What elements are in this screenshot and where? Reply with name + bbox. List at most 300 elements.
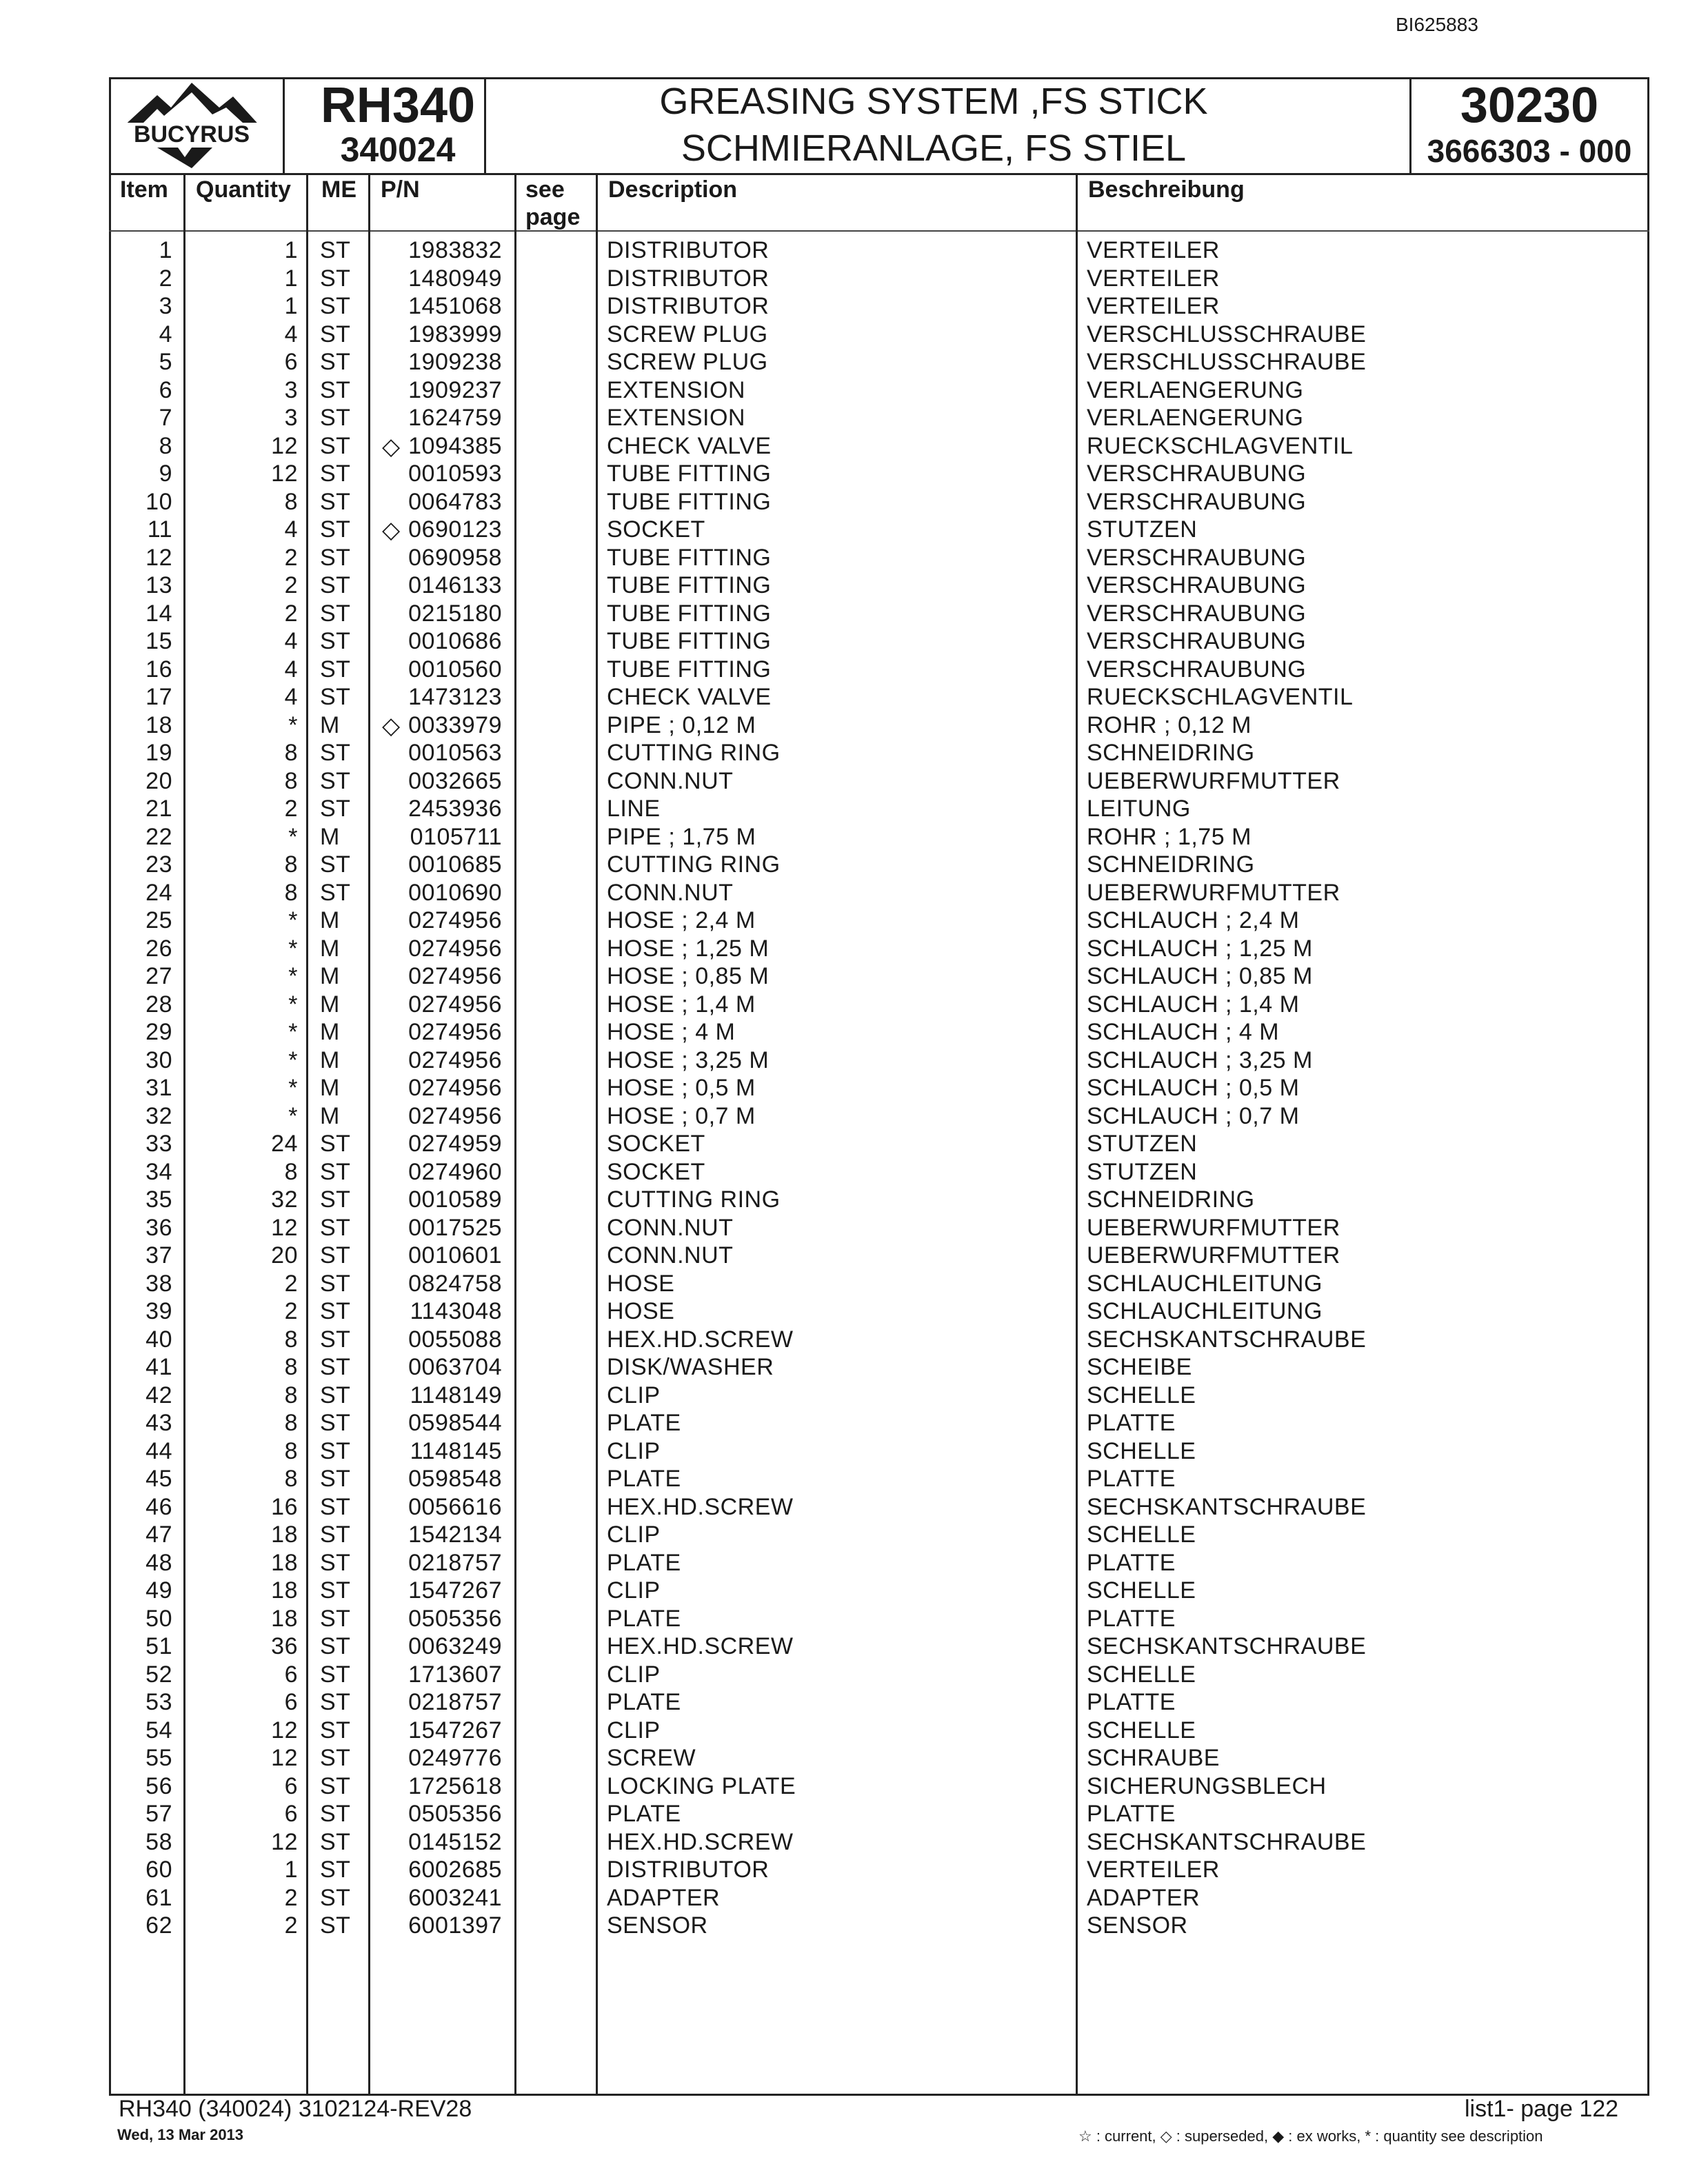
part-number-cell: 1909238 [408,349,502,375]
group-number: 30230 [1460,78,1599,133]
unit-cell: ST [320,321,351,347]
beschreibung-cell: SCHLAUCH ; 1,25 M [1087,935,1313,962]
part-number-cell: 0505356 [408,1801,502,1827]
description-cell: HEX.HD.SCREW [607,1326,794,1353]
beschreibung-cell: RUECKSCHLAGVENTIL [1087,432,1354,459]
item-cell: 37 [145,1242,172,1268]
unit-cell: ST [320,1242,351,1268]
beschreibung-cell: ROHR ; 1,75 M [1087,823,1252,850]
item-cell: 24 [145,879,172,906]
part-number-cell: 1473123 [408,684,502,710]
description-cell: PLATE [607,1689,681,1715]
unit-cell: M [320,991,340,1018]
description-cell: PLATE [607,1801,681,1827]
unit-cell: ST [320,516,351,543]
quantity-cell: 20 [271,1242,298,1268]
part-number-cell: 0690123 [408,516,502,543]
table-row [109,1408,1649,1436]
table-row [109,1828,1649,1855]
title-english: GREASING SYSTEM ,FS STICK [659,81,1208,122]
part-number-cell: 0274956 [408,991,502,1018]
unit-cell: M [320,935,340,962]
beschreibung-cell: SCHELLE [1087,1577,1196,1604]
table-row [109,320,1649,347]
part-number-cell: 0010686 [408,628,502,654]
unit-cell: ST [320,349,351,375]
item-cell: 35 [145,1186,172,1213]
quantity-cell: 4 [284,516,298,543]
description-cell: CONN.NUT [607,767,734,794]
part-number-cell: 1542134 [408,1521,502,1548]
part-number-cell: 0146133 [408,572,502,598]
unit-cell: ST [320,1354,351,1380]
quantity-cell: 12 [271,1214,298,1241]
quantity-cell: 3 [284,376,298,403]
description-cell: EXTENSION [607,376,745,403]
table-row [109,459,1649,487]
item-cell: 61 [145,1884,172,1911]
beschreibung-cell: VERSCHRAUBUNG [1087,544,1307,571]
description-cell: CLIP [607,1437,661,1464]
part-number-cell: 1148145 [410,1437,502,1464]
unit-cell: M [320,1075,340,1101]
quantity-cell: 8 [284,1158,298,1185]
beschreibung-cell: UEBERWURFMUTTER [1087,1214,1340,1241]
col-header-page: page [525,204,581,230]
unit-cell: ST [320,1801,351,1827]
beschreibung-cell: PLATTE [1087,1410,1176,1436]
unit-cell: ST [320,405,351,431]
col-header-description: Description [608,176,738,203]
unit-cell: ST [320,1912,351,1939]
footer-page: list1- page 122 [1465,2096,1619,2122]
table-row [109,515,1649,543]
table-row [109,1855,1649,1883]
beschreibung-cell: SCHLAUCHLEITUNG [1087,1270,1323,1297]
item-cell: 15 [145,628,172,654]
description-cell: CUTTING RING [607,740,781,766]
quantity-cell: 8 [284,740,298,766]
description-cell: HOSE ; 3,25 M [607,1046,770,1073]
unit-cell: M [320,1046,340,1073]
unit-cell: ST [320,1661,351,1688]
unit-cell: ST [320,237,351,263]
col-header-see: see [525,176,565,203]
quantity-cell: 24 [271,1131,298,1157]
item-cell: 48 [145,1549,172,1576]
unit-cell: ST [320,740,351,766]
unit-cell: ST [320,488,351,515]
unit-cell: M [320,907,340,933]
quantity-cell: 6 [284,1689,298,1715]
beschreibung-cell: VERSCHRAUBUNG [1087,572,1307,598]
description-cell: HOSE [607,1270,675,1297]
part-number-cell: 0274956 [408,1046,502,1073]
table-row [109,962,1649,989]
table-row [109,682,1649,710]
col-header-item: Item [120,176,168,203]
beschreibung-cell: VERSCHRAUBUNG [1087,628,1307,654]
description-cell: CHECK VALVE [607,432,772,459]
item-cell: 11 [147,516,172,543]
part-number-cell: 1983832 [408,237,502,263]
quantity-cell: 2 [284,544,298,571]
beschreibung-cell: STUTZEN [1087,1131,1198,1157]
quantity-cell: 6 [284,1801,298,1827]
table-row [109,1157,1649,1185]
beschreibung-cell: SCHNEIDRING [1087,851,1255,878]
unit-cell: ST [320,1466,351,1492]
quantity-cell: 4 [284,656,298,682]
item-cell: 39 [145,1298,172,1324]
part-number-cell: 1713607 [408,1661,502,1688]
table-row [109,1046,1649,1073]
quantity-cell: 1 [284,265,298,292]
table-row [109,487,1649,515]
quantity-cell: * [288,935,298,962]
table-row [109,1883,1649,1911]
quantity-cell: 4 [284,684,298,710]
description-cell: TUBE FITTING [607,628,772,654]
beschreibung-cell: ROHR ; 0,12 M [1087,711,1252,738]
item-cell: 20 [145,767,172,794]
serial-number: 340024 [340,130,456,169]
unit-cell: ST [320,1298,351,1324]
unit-cell: ST [320,544,351,571]
unit-cell: ST [320,600,351,627]
table-row [109,543,1649,571]
beschreibung-cell: VERTEILER [1087,1857,1220,1883]
table-row [109,1464,1649,1492]
unit-cell: ST [320,1884,351,1911]
item-cell: 56 [145,1772,172,1799]
part-number-cell: 0105711 [410,823,502,850]
item-cell: 1 [159,237,172,263]
item-cell: 13 [145,572,172,598]
table-row [109,1799,1649,1827]
table-row [109,599,1649,627]
part-number-cell: 1547267 [408,1577,502,1604]
col-header-beschreibung: Beschreibung [1088,176,1245,203]
title-block [109,77,1649,175]
description-cell: CUTTING RING [607,851,781,878]
table-row [109,906,1649,933]
description-cell: PLATE [607,1466,681,1492]
item-cell: 7 [159,405,172,431]
item-cell: 5 [159,349,172,375]
quantity-cell: 1 [284,237,298,263]
item-cell: 34 [145,1158,172,1185]
unit-cell: ST [320,1828,351,1855]
superseded-marker: ◇ [382,517,401,543]
table-row [109,1102,1649,1129]
quantity-cell: 18 [271,1577,298,1604]
quantity-cell: 8 [284,1326,298,1353]
item-cell: 42 [145,1382,172,1408]
quantity-cell: 2 [284,1884,298,1911]
table-row [109,1688,1649,1715]
description-cell: DISTRIBUTOR [607,293,770,319]
item-cell: 26 [145,935,172,962]
quantity-cell: 2 [284,1298,298,1324]
beschreibung-cell: SCHLAUCH ; 3,25 M [1087,1046,1313,1073]
table-row [109,934,1649,962]
part-number-cell: 0274956 [408,935,502,962]
col-header-quantity: Quantity [196,176,291,203]
table-row [109,1018,1649,1045]
quantity-cell: 6 [284,349,298,375]
item-cell: 30 [145,1046,172,1073]
unit-cell: ST [320,1410,351,1436]
unit-cell: ST [320,1689,351,1715]
table-row [109,850,1649,878]
description-cell: CLIP [607,1717,661,1743]
table-row [109,1325,1649,1353]
description-cell: CONN.NUT [607,1242,734,1268]
unit-cell: ST [320,656,351,682]
table-row [109,1213,1649,1241]
unit-cell: M [320,1019,340,1045]
table-row [109,1437,1649,1464]
part-number-cell: 1547267 [408,1717,502,1743]
part-number-cell: 0010593 [408,461,502,487]
quantity-cell: 12 [271,1828,298,1855]
table-row [109,571,1649,598]
footer-date: Wed, 13 Mar 2013 [117,2126,244,2143]
description-cell: TUBE FITTING [607,656,772,682]
beschreibung-cell: SCHLAUCH ; 0,85 M [1087,963,1313,989]
part-number-cell: 0033979 [408,711,502,738]
beschreibung-cell: VERSCHLUSSCHRAUBE [1087,321,1367,347]
quantity-cell: 8 [284,1437,298,1464]
part-number-cell: 0064783 [408,488,502,515]
beschreibung-cell: SCHLAUCH ; 0,7 M [1087,1102,1300,1129]
beschreibung-cell: VERLAENGERUNG [1087,405,1304,431]
unit-cell: ST [320,1605,351,1632]
part-number-cell: 0063249 [408,1633,502,1659]
description-cell: DISTRIBUTOR [607,237,770,263]
beschreibung-cell: UEBERWURFMUTTER [1087,879,1340,906]
item-cell: 58 [145,1828,172,1855]
quantity-cell: 8 [284,767,298,794]
unit-cell: ST [320,293,351,319]
description-cell: DISTRIBUTOR [607,265,770,292]
part-number-cell: 0598548 [408,1466,502,1492]
table-row [109,347,1649,375]
item-cell: 27 [145,963,172,989]
quantity-cell: 16 [271,1493,298,1520]
part-number-cell: 0215180 [408,600,502,627]
description-cell: HEX.HD.SCREW [607,1633,794,1659]
table-row [109,292,1649,319]
table-row [109,655,1649,682]
item-cell: 28 [145,991,172,1018]
beschreibung-cell: SICHERUNGSBLECH [1087,1772,1327,1799]
part-number-cell: 1983999 [408,321,502,347]
unit-cell: ST [320,1549,351,1576]
quantity-cell: 8 [284,851,298,878]
unit-cell: ST [320,376,351,403]
description-cell: CLIP [607,1382,661,1408]
item-cell: 60 [145,1857,172,1883]
quantity-cell: 18 [271,1549,298,1576]
part-number-cell: 0218757 [408,1549,502,1576]
beschreibung-cell: ADAPTER [1087,1884,1200,1911]
bucyrus-logo [116,80,268,171]
part-number-cell: 1725618 [408,1772,502,1799]
part-number-cell: 0249776 [408,1745,502,1771]
beschreibung-cell: RUECKSCHLAGVENTIL [1087,684,1354,710]
item-cell: 54 [145,1717,172,1743]
quantity-cell: 1 [284,293,298,319]
item-cell: 4 [159,321,172,347]
part-number-cell: 0274959 [408,1131,502,1157]
quantity-cell: * [288,711,298,738]
item-cell: 33 [145,1131,172,1157]
part-number-cell: 2453936 [408,796,502,822]
unit-cell: ST [320,461,351,487]
description-cell: LINE [607,796,661,822]
part-number-cell: 1148149 [410,1382,502,1408]
part-number-cell: 0824758 [408,1270,502,1297]
unit-cell: M [320,963,340,989]
symbol-legend: ☆ : current, ◇ : superseded, ◆ : ex works, * : quantity see description [1078,2127,1543,2145]
item-cell: 46 [145,1493,172,1520]
item-cell: 3 [159,293,172,319]
unit-cell: ST [320,265,351,292]
beschreibung-cell: SCHELLE [1087,1661,1196,1688]
table-row [109,794,1649,822]
item-cell: 38 [145,1270,172,1297]
part-number-cell: 6001397 [408,1912,502,1939]
table-row [109,236,1649,263]
unit-cell: ST [320,1214,351,1241]
title-divider [283,77,285,173]
part-number-cell: 0145152 [408,1828,502,1855]
item-cell: 18 [145,711,172,738]
beschreibung-cell: STUTZEN [1087,516,1198,543]
description-cell: CONN.NUT [607,1214,734,1241]
item-cell: 9 [159,461,172,487]
unit-cell: ST [320,1158,351,1185]
col-header-me: ME [321,176,356,203]
logo-wordmark: BUCYRUS [133,121,250,148]
part-number-cell: 0010560 [408,656,502,682]
item-cell: 62 [145,1912,172,1939]
beschreibung-cell: SCHLAUCH ; 0,5 M [1087,1075,1300,1101]
quantity-cell: * [288,823,298,850]
description-cell: LOCKING PLATE [607,1772,796,1799]
description-cell: HOSE ; 0,85 M [607,963,770,989]
table-row [109,822,1649,850]
part-number-cell: 1143048 [410,1298,502,1324]
unit-cell: ST [320,1717,351,1743]
description-cell: SCREW PLUG [607,349,768,375]
footer-reference: RH340 (340024) 3102124-REV28 [119,2096,472,2122]
beschreibung-cell: UEBERWURFMUTTER [1087,767,1340,794]
quantity-cell: 8 [284,488,298,515]
beschreibung-cell: SCHELLE [1087,1437,1196,1464]
unit-cell: ST [320,1857,351,1883]
table-row [109,376,1649,403]
item-cell: 25 [145,907,172,933]
unit-cell: ST [320,1131,351,1157]
description-cell: SCREW PLUG [607,321,768,347]
part-number-cell: 0032665 [408,767,502,794]
table-row [109,1241,1649,1268]
quantity-cell: 4 [284,628,298,654]
beschreibung-cell: VERTEILER [1087,237,1220,263]
description-cell: HOSE ; 1,25 M [607,935,770,962]
description-cell: TUBE FITTING [607,600,772,627]
item-cell: 12 [145,544,172,571]
part-number-cell: 1909237 [408,376,502,403]
item-cell: 57 [145,1801,172,1827]
unit-cell: ST [320,879,351,906]
description-cell: HOSE ; 2,4 M [607,907,756,933]
unit-cell: M [320,711,340,738]
part-number-cell: 0010690 [408,879,502,906]
quantity-cell: 1 [284,1857,298,1883]
part-number-cell: 0505356 [408,1605,502,1632]
quantity-cell: 18 [271,1605,298,1632]
part-number-cell: 6002685 [408,1857,502,1883]
unit-cell: ST [320,1493,351,1520]
part-number-cell: 0598544 [408,1410,502,1436]
description-cell: PIPE ; 1,75 M [607,823,756,850]
table-row [109,627,1649,654]
beschreibung-cell: SENSOR [1087,1912,1188,1939]
beschreibung-cell: SCHELLE [1087,1382,1196,1408]
description-cell: SENSOR [607,1912,708,1939]
table-row [109,1381,1649,1408]
beschreibung-cell: VERSCHRAUBUNG [1087,656,1307,682]
beschreibung-cell: PLATTE [1087,1605,1176,1632]
beschreibung-cell: VERSCHRAUBUNG [1087,488,1307,515]
item-cell: 41 [145,1354,172,1380]
description-cell: CUTTING RING [607,1186,781,1213]
quantity-cell: 32 [271,1186,298,1213]
part-number-cell: 0017525 [408,1214,502,1241]
quantity-cell: 8 [284,879,298,906]
table-row [109,1353,1649,1380]
part-number-cell: 0274956 [408,1075,502,1101]
unit-cell: ST [320,1633,351,1659]
model-number: RH340 [320,78,476,133]
description-cell: SOCKET [607,1158,705,1185]
description-cell: EXTENSION [607,405,745,431]
description-cell: HEX.HD.SCREW [607,1493,794,1520]
beschreibung-cell: UEBERWURFMUTTER [1087,1242,1340,1268]
table-row [109,403,1649,431]
unit-cell: M [320,823,340,850]
item-cell: 45 [145,1466,172,1492]
item-cell: 16 [145,656,172,682]
part-number-cell: 1480949 [408,265,502,292]
beschreibung-cell: VERLAENGERUNG [1087,376,1304,403]
quantity-cell: 12 [271,1717,298,1743]
unit-cell: ST [320,1437,351,1464]
unit-cell: ST [320,1186,351,1213]
beschreibung-cell: VERSCHRAUBUNG [1087,600,1307,627]
table-row [109,1185,1649,1213]
description-cell: CONN.NUT [607,879,734,906]
beschreibung-cell: VERTEILER [1087,265,1220,292]
part-number-cell: 0056616 [408,1493,502,1520]
description-cell: HEX.HD.SCREW [607,1828,794,1855]
title-german: SCHMIERANLAGE, FS STIEL [681,128,1187,169]
item-cell: 32 [145,1102,172,1129]
